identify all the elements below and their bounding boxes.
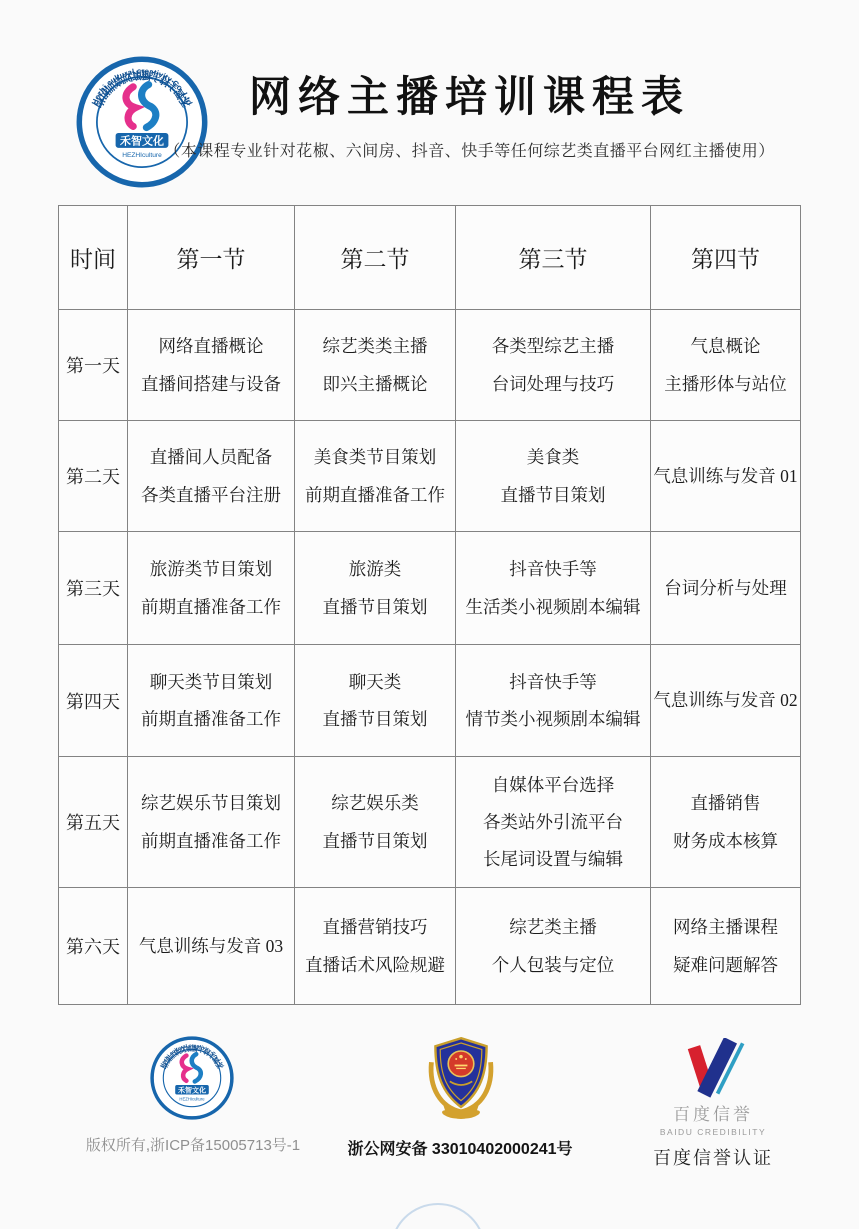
cell-line: 长尾词设置与编辑 — [483, 849, 623, 870]
cell-line: 疑难问题解答 — [673, 954, 778, 975]
col-header-time: 时间 — [59, 206, 128, 310]
baidu-logo-cn: 百度信誉 — [673, 1105, 753, 1124]
schedule-cell — [651, 757, 801, 888]
schedule-cell — [128, 757, 295, 888]
day-label: 第一天 — [59, 310, 128, 421]
cell-line: 直播销售 — [690, 793, 761, 814]
baidu-credibility-icon — [674, 1038, 752, 1100]
cell-line: 直播节目策划 — [322, 830, 428, 851]
cell-line: 抖音快手等 — [509, 671, 597, 692]
schedule-cell — [651, 310, 801, 421]
hezhi-logo-icon — [150, 1036, 234, 1120]
schedule-cell — [295, 310, 456, 421]
cell-line: 旅游类节目策划 — [149, 559, 273, 580]
copyright-text: 版权所有,浙ICP备15005713号-1 — [85, 1137, 301, 1154]
police-filing-text: 浙公网安备 33010402000241号 — [347, 1141, 573, 1158]
schedule-cell — [295, 645, 456, 757]
cell-line: 各类直播平台注册 — [141, 484, 281, 505]
cell-line: 直播节目策划 — [322, 709, 428, 729]
schedule-cell — [128, 532, 295, 645]
cell-line: 台词处理与技巧 — [491, 373, 615, 394]
day-label: 第六天 — [59, 888, 128, 1005]
table-row-day3 — [59, 532, 801, 645]
cell-line: 综艺类类主播 — [322, 336, 428, 357]
schedule-cell — [651, 421, 801, 532]
cell-line: 台词分析与处理 — [664, 577, 787, 598]
baidu-logo-en: BAIDU CREDIBILITY — [659, 1127, 767, 1137]
table-row-day2 — [59, 421, 801, 532]
schedule-cell — [128, 888, 295, 1005]
cell-line: 综艺娱乐节目策划 — [141, 793, 281, 814]
col-header-period-3: 第三节 — [456, 206, 651, 310]
cell-line: 气息训练与发音 02 — [653, 690, 798, 711]
schedule-cell — [128, 645, 295, 757]
schedule-cell — [128, 310, 295, 421]
cell-line: 各类站外引流平台 — [483, 811, 623, 832]
day-label: 第三天 — [59, 532, 128, 645]
cell-line: 气息训练与发音 01 — [653, 465, 798, 486]
page-subtitle: （本课程专业针对花椒、六间房、抖音、快手等任何综艺类直播平台网红主播使用） — [164, 143, 775, 160]
schedule-cell — [651, 888, 801, 1005]
day-label: 第二天 — [59, 421, 128, 532]
cell-line: 直播营销技巧 — [322, 917, 428, 938]
day-label: 第四天 — [59, 645, 128, 757]
cell-line: 直播间搭建与设备 — [141, 373, 281, 394]
table-row-day4 — [59, 645, 801, 757]
schedule-cell — [456, 310, 651, 421]
col-header-period-4: 第四节 — [651, 206, 801, 310]
cell-line: 前期直播准备工作 — [305, 484, 445, 505]
schedule-cell — [456, 421, 651, 532]
cell-line: 聊天类 — [348, 671, 402, 692]
cell-line: 各类型综艺主播 — [491, 336, 615, 357]
cell-line: 网络主播课程 — [673, 917, 778, 938]
page-title: 网络主播培训课程表 — [248, 75, 690, 121]
cell-line: 直播话术风险规避 — [305, 954, 445, 975]
cell-line: 个人包装与定位 — [491, 954, 615, 975]
hezhi-logo-footer — [150, 1036, 234, 1120]
cell-line: 综艺娱乐类 — [331, 793, 419, 814]
schedule-cell — [295, 532, 456, 645]
schedule-cell — [128, 421, 295, 532]
cell-line: 美食类 — [526, 447, 580, 468]
schedule-cell — [456, 757, 651, 888]
col-header-period-2: 第二节 — [295, 206, 456, 310]
cell-line: 生活类小视频剧本编辑 — [465, 596, 641, 617]
schedule-cell — [651, 532, 801, 645]
cell-line: 网络直播概论 — [158, 336, 264, 357]
baidu-cert-label: 百度信誉认证 — [653, 1148, 773, 1168]
cell-line: 抖音快手等 — [509, 559, 597, 580]
cell-line: 气息训练与发音 03 — [138, 935, 284, 956]
table-header-row — [59, 206, 801, 310]
cell-line: 财务成本核算 — [673, 830, 778, 851]
cell-line: 即兴主播概论 — [322, 373, 428, 394]
schedule-cell — [456, 645, 651, 757]
cell-line: 主播形体与站位 — [664, 373, 787, 394]
table-row-day1 — [59, 310, 801, 421]
police-badge-icon — [421, 1034, 501, 1124]
cell-line: 聊天类节目策划 — [149, 671, 273, 692]
schedule-cell — [651, 645, 801, 757]
cell-line: 情节类小视频剧本编辑 — [465, 709, 641, 729]
schedule-cell — [295, 888, 456, 1005]
cell-line: 美食类节目策划 — [313, 447, 437, 468]
table-row-day6 — [59, 888, 801, 1005]
schedule-cell — [295, 757, 456, 888]
cell-line: 直播节目策划 — [322, 596, 428, 617]
schedule-table — [58, 205, 801, 1005]
col-header-period-1: 第一节 — [128, 206, 295, 310]
baidu-credibility-block — [628, 1100, 798, 1170]
cell-line: 前期直播准备工作 — [141, 596, 281, 617]
cell-line: 直播间人员配备 — [149, 447, 273, 468]
header — [80, 64, 859, 161]
day-label: 第五天 — [59, 757, 128, 888]
schedule-cell — [456, 888, 651, 1005]
cell-line: 前期直播准备工作 — [141, 709, 281, 729]
cell-line: 前期直播准备工作 — [141, 830, 281, 851]
cell-line: 自媒体平台选择 — [491, 774, 615, 795]
cell-line: 气息概论 — [690, 336, 761, 357]
watermark-arc — [390, 1203, 486, 1229]
cell-line: 直播节目策划 — [500, 484, 606, 505]
cell-line: 旅游类 — [348, 559, 402, 580]
cell-line: 综艺类主播 — [509, 917, 597, 938]
schedule-cell — [295, 421, 456, 532]
schedule-cell — [456, 532, 651, 645]
table-row-day5 — [59, 757, 801, 888]
